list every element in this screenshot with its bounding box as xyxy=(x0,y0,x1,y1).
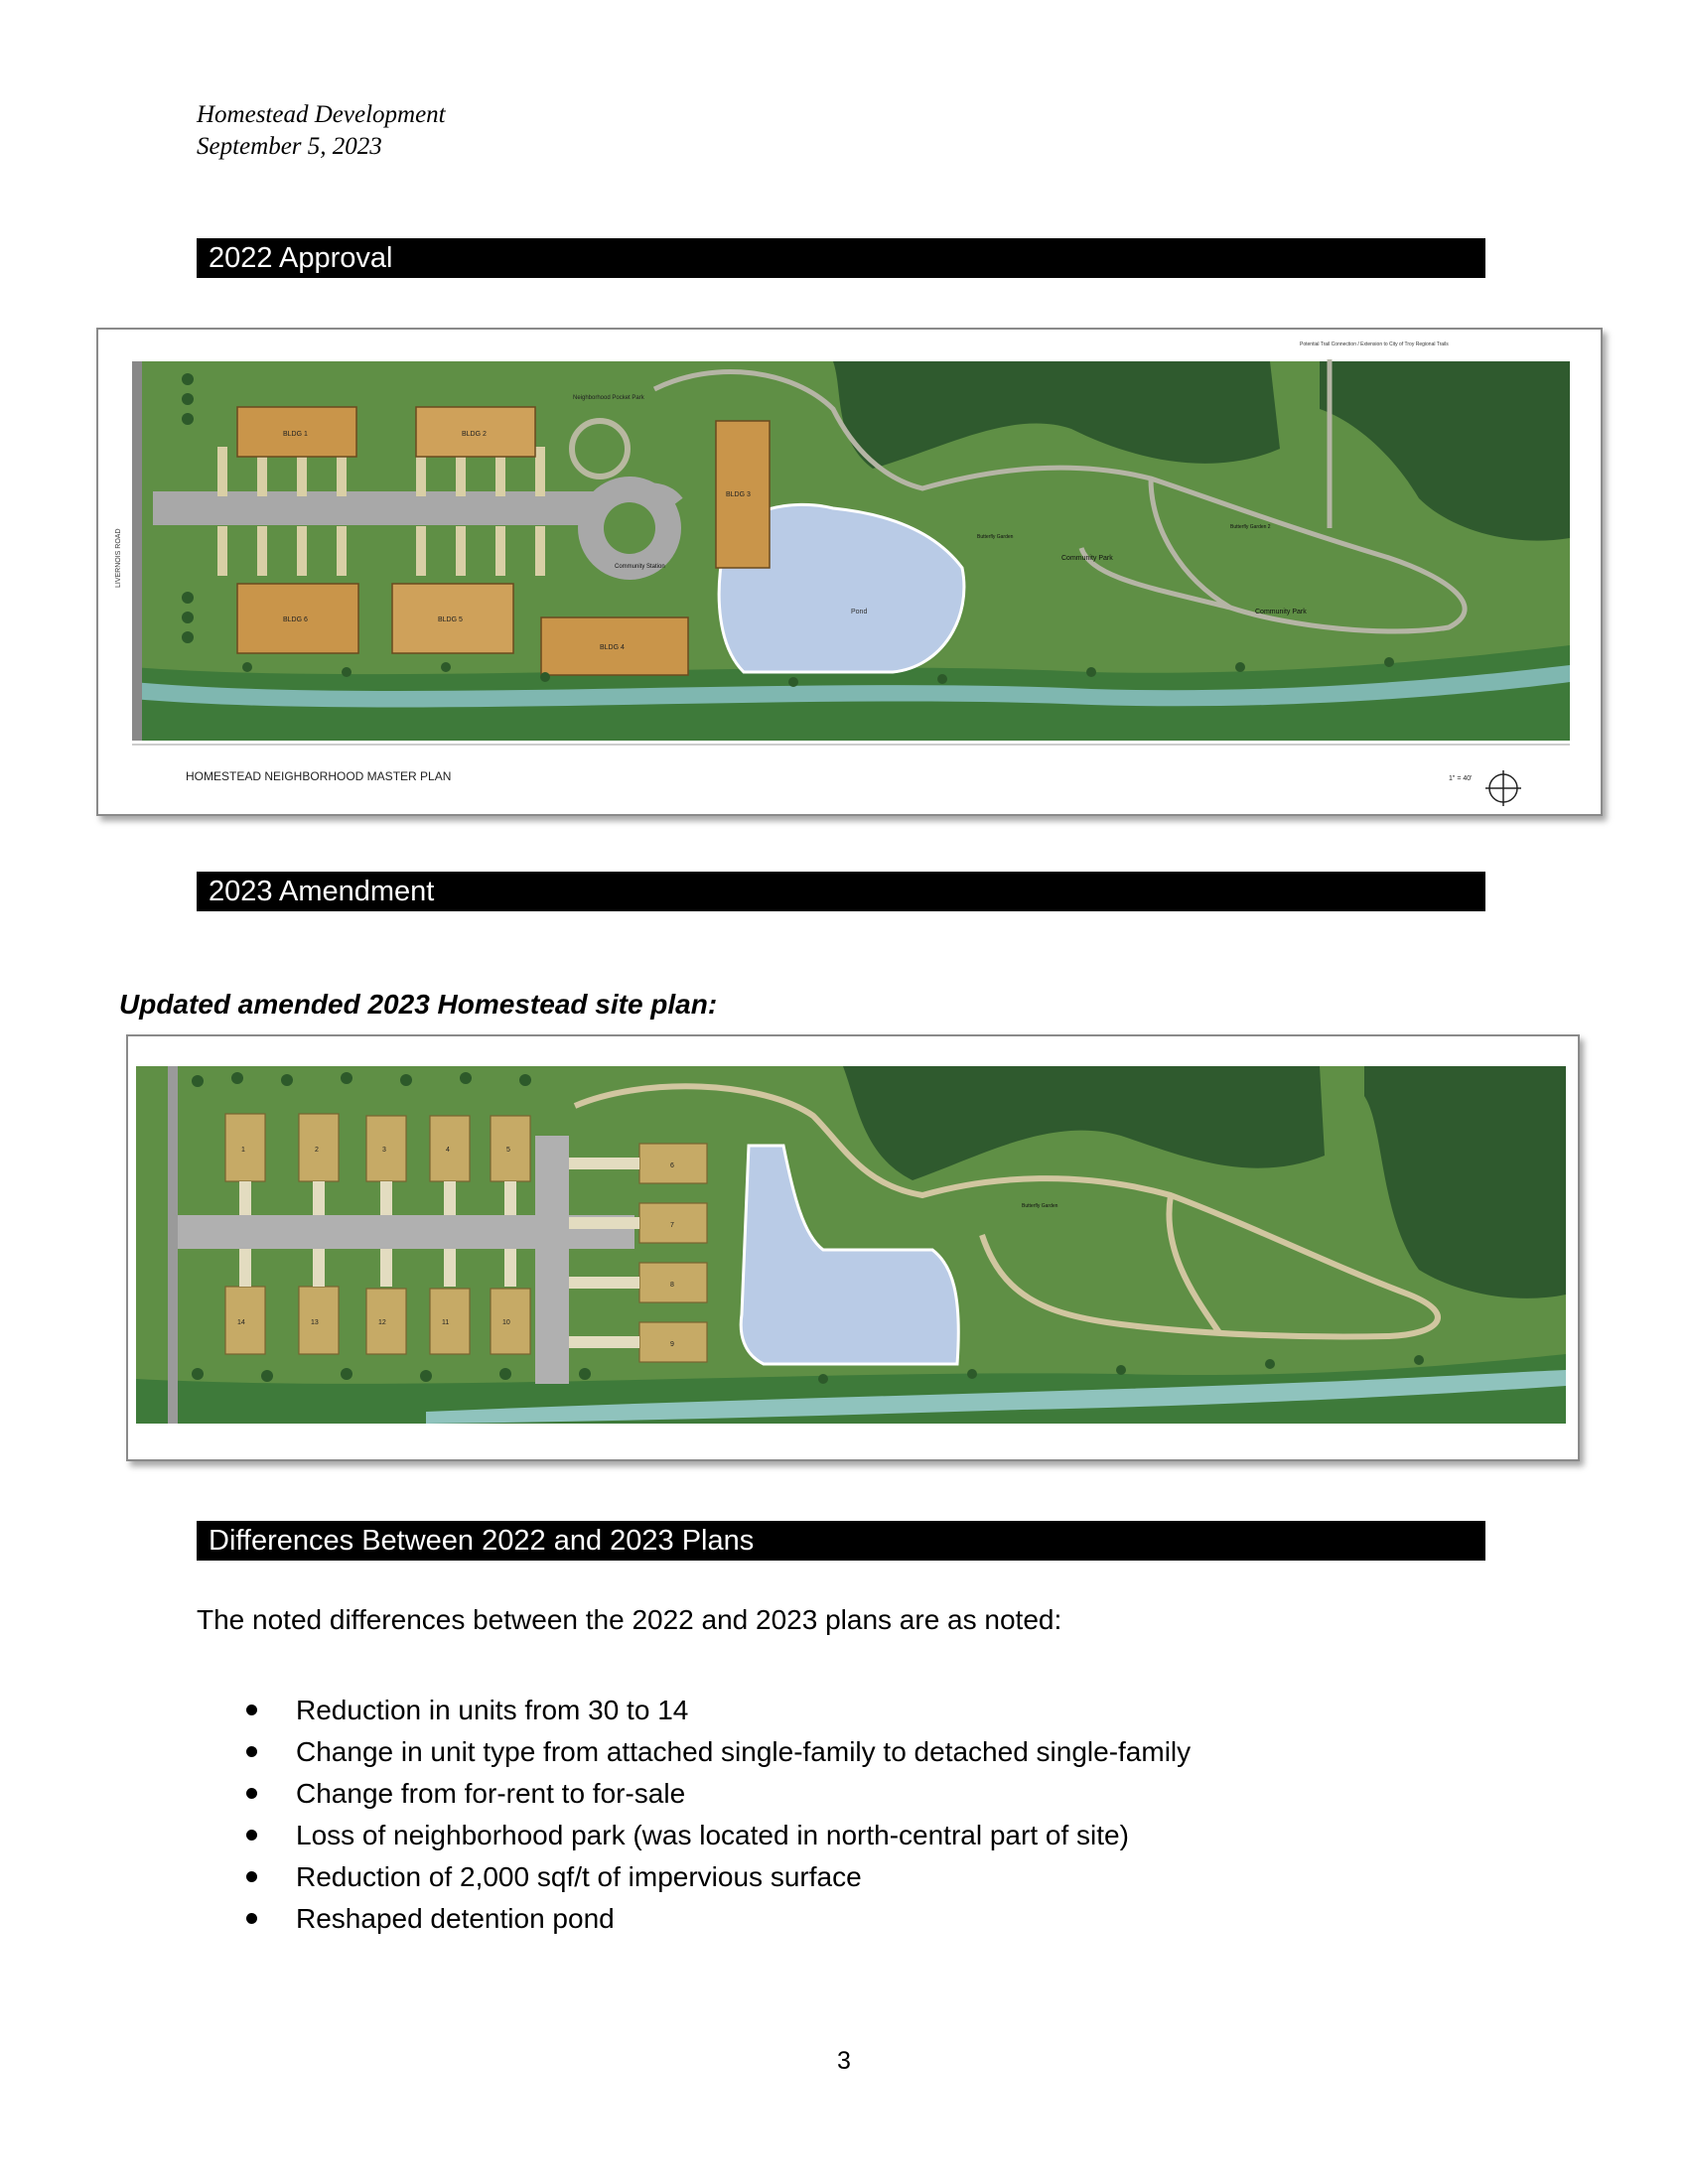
bullet-icon xyxy=(246,1871,257,1882)
lot-1-label: 1 xyxy=(241,1147,245,1154)
list-item xyxy=(197,1815,1191,1856)
bullet-icon xyxy=(246,1705,257,1715)
bullet-icon xyxy=(246,1913,257,1924)
plan-2022-image xyxy=(96,328,1603,816)
bldg-1-label: BLDG 1 xyxy=(283,431,308,438)
list-item xyxy=(197,1690,1191,1731)
pond-label: Pond xyxy=(851,609,868,615)
plan-2023-caption: Updated amended 2023 Homestead site plan: xyxy=(119,989,718,1020)
differences-intro: The noted differences between the 2022 and 2023 plans are as noted: xyxy=(197,1604,1062,1635)
butterfly-2-label: Butterfly Garden 2 xyxy=(1230,524,1271,530)
lot-3-label: 3 xyxy=(382,1147,386,1154)
list-item xyxy=(197,1731,1191,1773)
lot-4-label: 4 xyxy=(446,1147,450,1154)
list-item-text: Change in unit type from attached single-family to detached single-family xyxy=(296,1736,1192,1767)
butterfly-1-label: Butterfly Garden xyxy=(977,534,1014,540)
community-station-label: Community Station xyxy=(615,564,665,570)
lot-10-label: 10 xyxy=(502,1319,510,1326)
list-item-text: Reshaped detention pond xyxy=(296,1903,615,1934)
bullet-icon xyxy=(246,1746,257,1757)
lot-8-label: 8 xyxy=(670,1282,674,1289)
header-project: Homestead Development xyxy=(197,101,446,128)
plan-2023-drawing xyxy=(128,1036,1578,1459)
lot-2-label: 2 xyxy=(315,1147,319,1154)
differences-list xyxy=(197,1690,1191,1940)
list-item-text: Reduction in units from 30 to 14 xyxy=(296,1695,689,1725)
bldg-4-label: BLDG 4 xyxy=(600,644,625,651)
lot-6-label: 6 xyxy=(670,1162,674,1169)
header-date: September 5, 2023 xyxy=(197,133,382,160)
lot-11-label: 11 xyxy=(442,1319,450,1326)
scale-label: 1" = 40' xyxy=(1449,775,1473,782)
bullet-icon xyxy=(246,1830,257,1841)
bldg-5-label: BLDG 5 xyxy=(438,616,463,623)
plan-2023-image xyxy=(126,1034,1580,1461)
bldg-3-label: BLDG 3 xyxy=(726,491,751,498)
bldg-6-label: BLDG 6 xyxy=(283,616,308,623)
pocket-park-label: Neighborhood Pocket Park xyxy=(573,395,644,401)
page-number: 3 xyxy=(837,2047,851,2075)
section-differences: Differences Between 2022 and 2023 Plans xyxy=(197,1521,1485,1561)
list-item xyxy=(197,1898,1191,1940)
community-park-2-label: Community Park xyxy=(1255,609,1307,615)
master-plan-title: HOMESTEAD NEIGHBORHOOD MASTER PLAN xyxy=(186,769,452,783)
bullet-icon xyxy=(246,1788,257,1799)
lot-14-label: 14 xyxy=(237,1319,245,1326)
list-item-text: Loss of neighborhood park (was located in north-central part of site) xyxy=(296,1820,1129,1850)
lot-12-label: 12 xyxy=(378,1319,386,1326)
list-item-text: Change from for-rent to for-sale xyxy=(296,1778,686,1809)
list-item-text: Reduction of 2,000 sqf/t of impervious surface xyxy=(296,1861,862,1892)
list-item xyxy=(197,1773,1191,1815)
section-2022-approval: 2022 Approval xyxy=(197,238,1485,278)
lot-5-label: 5 xyxy=(506,1147,510,1154)
butterfly-garden-2023-label: Butterfly Garden xyxy=(1022,1203,1058,1209)
bldg-2-label: BLDG 2 xyxy=(462,431,487,438)
lot-7-label: 7 xyxy=(670,1222,674,1229)
section-2023-amendment: 2023 Amendment xyxy=(197,872,1485,911)
trail-label: Potential Trail Connection / Extension to City of Troy Regional Trails xyxy=(1300,341,1449,347)
road-label: LIVERNOIS ROAD xyxy=(115,528,122,588)
lot-9-label: 9 xyxy=(670,1341,674,1348)
list-item xyxy=(197,1856,1191,1898)
community-park-1-label: Community Park xyxy=(1061,555,1113,562)
lot-13-label: 13 xyxy=(311,1319,319,1326)
plan-2022-drawing xyxy=(98,330,1601,814)
